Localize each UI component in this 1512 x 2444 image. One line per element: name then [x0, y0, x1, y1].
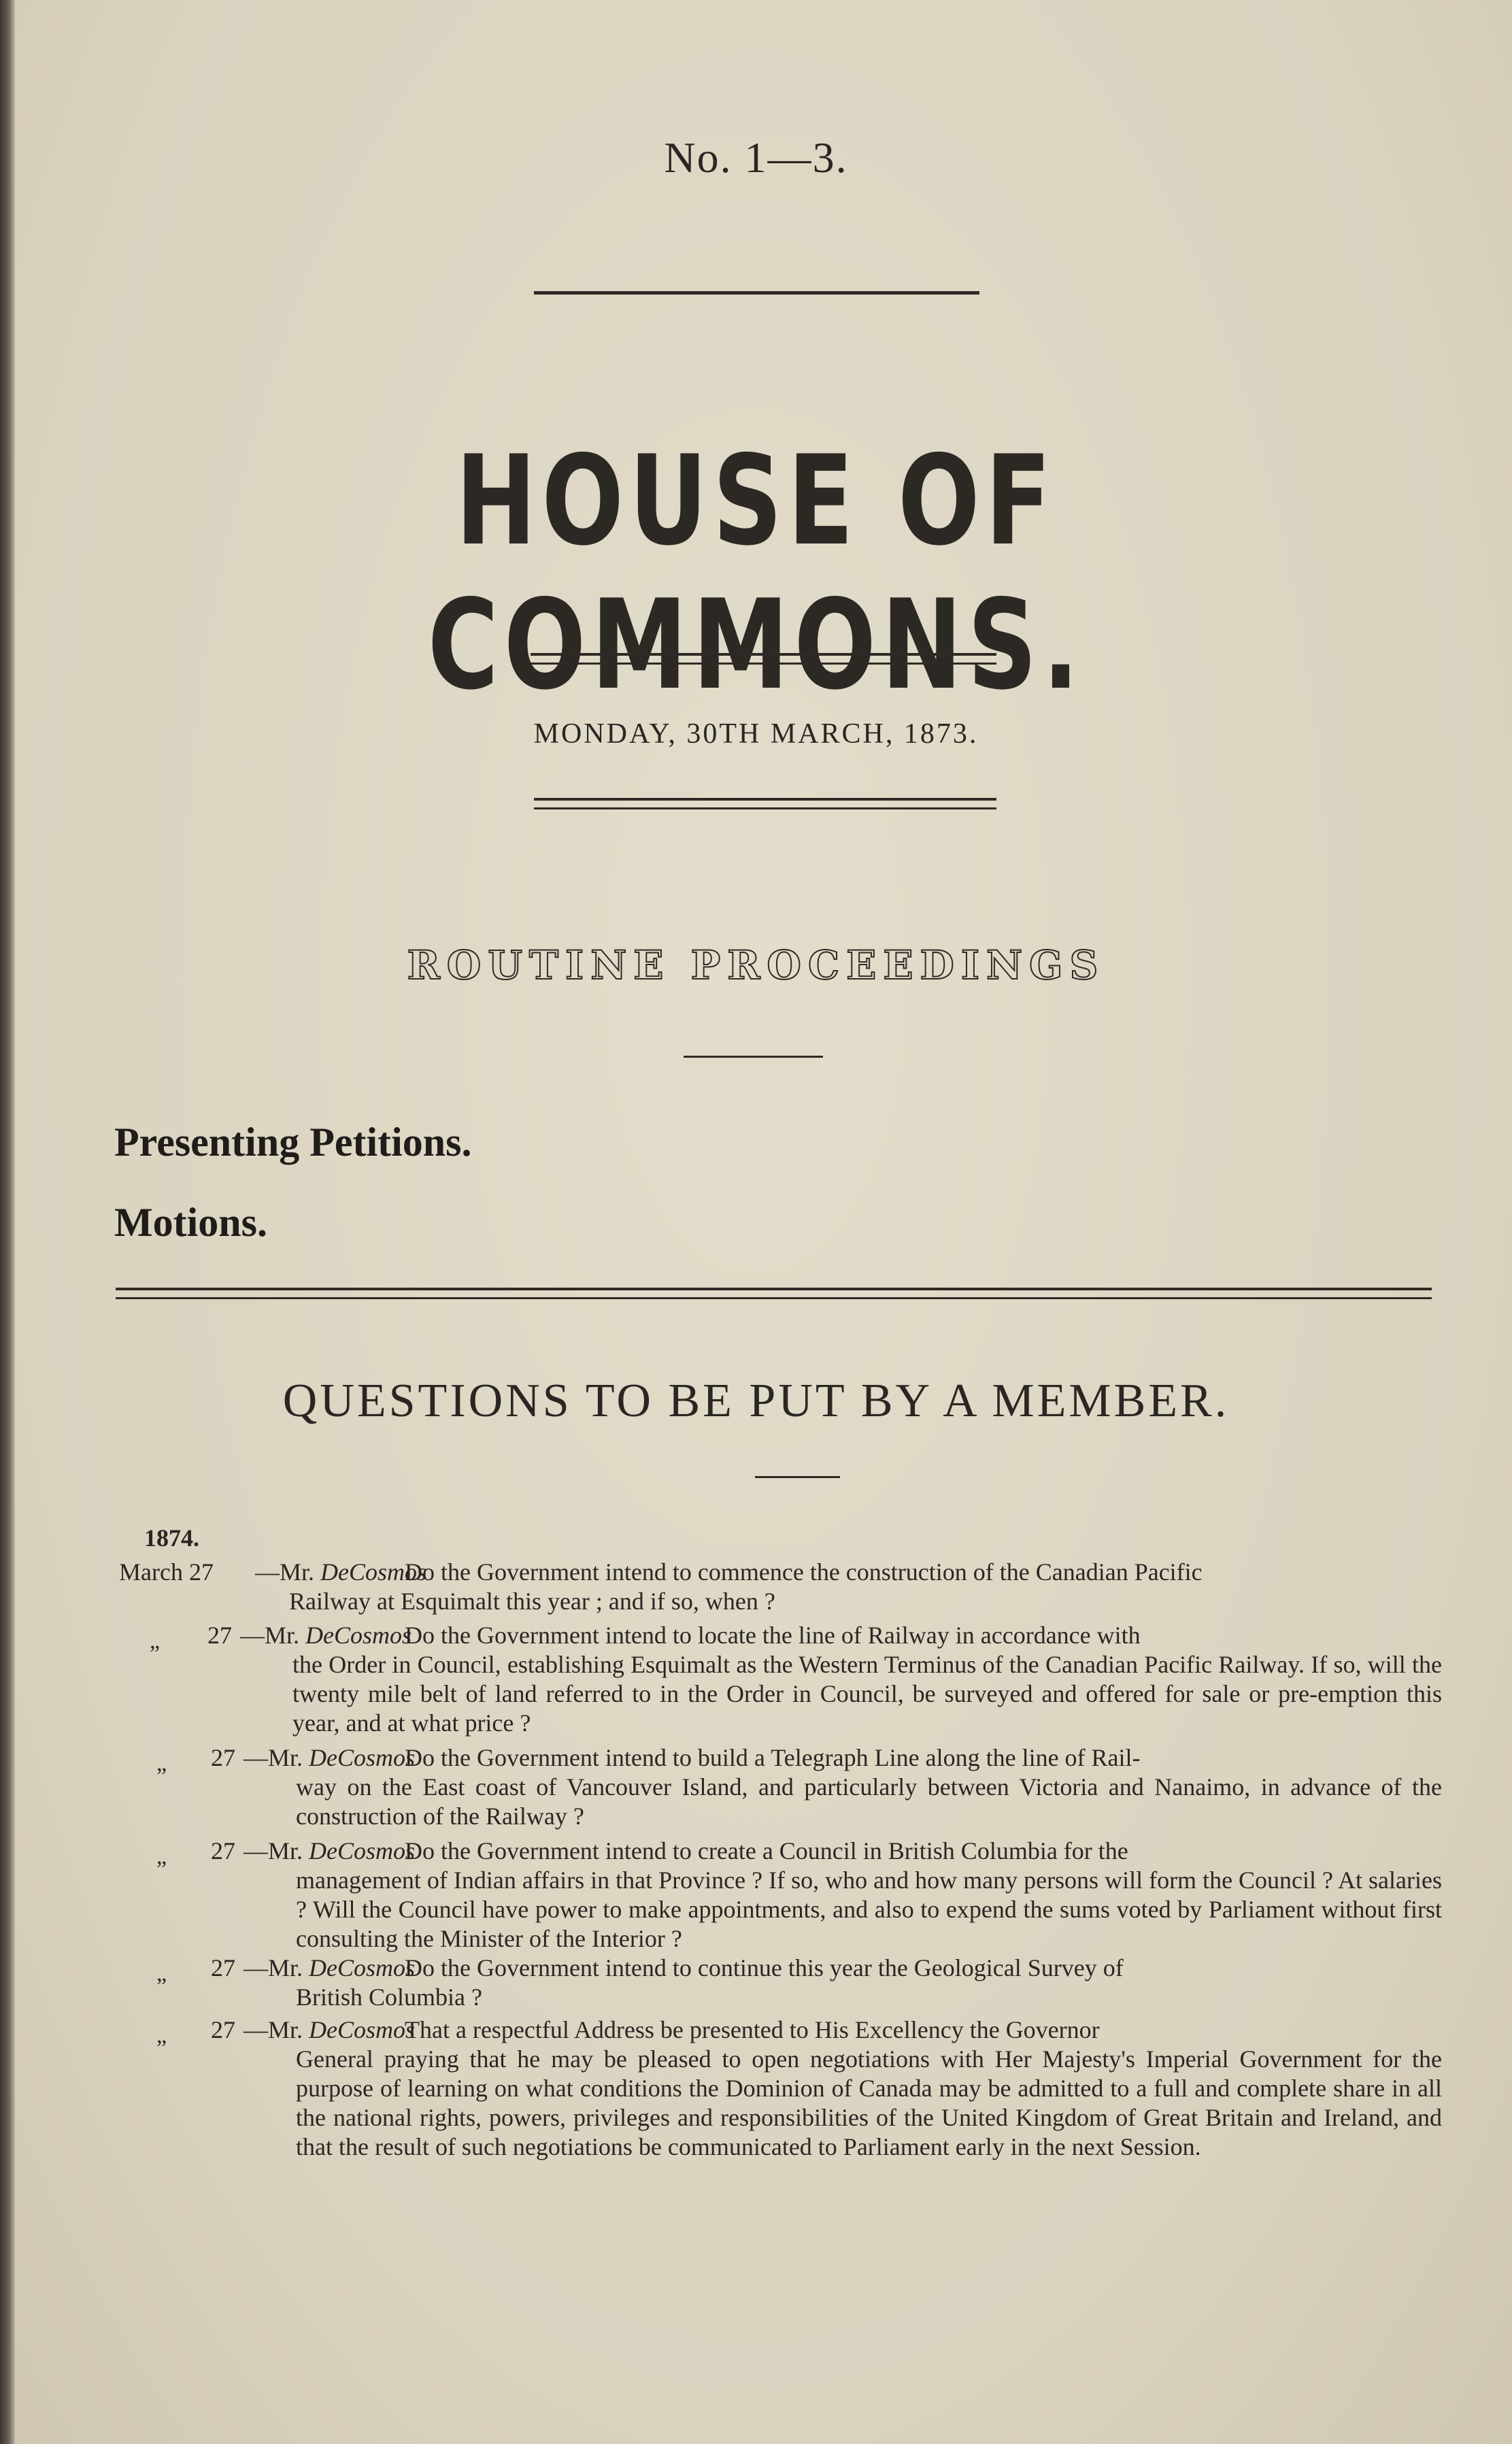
question-day: 27: [211, 2016, 235, 2043]
question-member-prefix: —Mr. DeCosmos: [243, 1837, 416, 1864]
question-member-title: Mr.: [268, 2016, 309, 2043]
question-text-first: Do the Government intend to locate the line of Railway in accordance with: [405, 1622, 1141, 1649]
question-member-title: Mr.: [268, 1837, 309, 1864]
routine-item-petitions: Presenting Petitions.: [114, 1120, 472, 1165]
question-text-first: Do the Government intend to build a Telegraph Line along the line of Rail-: [405, 1744, 1141, 1771]
divider-double-rule: [531, 653, 996, 665]
question-member: DeCosmos: [309, 2016, 416, 2043]
question-member: DeCosmos: [305, 1622, 412, 1649]
question-member-prefix: —Mr. DeCosmos: [243, 1954, 416, 1981]
question-member-prefix: —Mr. DeCosmos: [243, 1744, 416, 1771]
question-member-prefix: —Mr. DeCosmos: [243, 2016, 416, 2043]
question-member-title: Mr.: [268, 1744, 309, 1771]
questions-heading: QUESTIONS TO BE PUT BY A MEMBER.: [282, 1375, 1230, 1427]
session-date: MONDAY, 30TH MARCH, 1873.: [533, 718, 979, 750]
question-member-title: Mr.: [265, 1622, 306, 1649]
question-member: DeCosmos: [309, 1837, 416, 1864]
question-text-rest: the Order in Council, establishing Esquimalt as the Western Terminus of the Canadian Pacific Railway. If so, will the twenty mile belt of land referred to in the Order in Council, be surveyed and offered for sale or pre-emption this year, and at what price ?: [292, 1651, 1442, 1737]
question-entry: [119, 1621, 1442, 1743]
questions-year: 1874.: [144, 1524, 199, 1552]
divider-short-rule: [755, 1476, 840, 1478]
ditto-mark: „: [156, 1751, 167, 1776]
question-text: [405, 1837, 1442, 1866]
question-entry: [119, 2015, 1442, 2199]
question-member-title: Mr.: [280, 1558, 321, 1586]
document-number: No. 1—3.: [664, 133, 848, 182]
question-text: [405, 1558, 1442, 1587]
question-entry: [119, 1558, 1442, 1619]
question-text-first: Do the Government intend to create a Council in British Columbia for the: [405, 1837, 1128, 1864]
question-entry: [119, 1954, 1442, 2015]
question-text-rest: General praying that he may be pleased to open negotiations with Her Majesty's Imperial Government for the purpose of learning on what conditions the Dominion of Canada may be admitted to a full and complete share in all the national rights, powers, privileges and responsibilities of the United Kingdom of Great Britain and Ireland, and that the result of such negotiations be communicated to Parliament early in the next Session.: [296, 2045, 1442, 2160]
ditto-mark: „: [156, 2023, 167, 2048]
divider-double-rule: [534, 798, 996, 809]
question-entry: [119, 1743, 1442, 1832]
question-day: 27: [207, 1622, 232, 1649]
question-text-rest: management of Indian affairs in that Province ? If so, who and how many persons will form the Council ? At salaries ? Will the Council have power to make appointments, and also to expend the sums voted by Parliament without first consulting the Minister of the Interior ?: [296, 1867, 1442, 1952]
question-entry: [119, 1837, 1442, 1959]
page-binding-edge: [0, 0, 15, 2444]
question-member: DeCosmos: [309, 1954, 416, 1981]
divider-rule: [534, 291, 979, 295]
question-day: 27: [211, 1744, 235, 1771]
question-member: DeCosmos: [309, 1744, 416, 1771]
question-member: DeCosmos: [320, 1558, 427, 1586]
question-text: [405, 2015, 1442, 2045]
question-member-title: Mr.: [268, 1954, 309, 1981]
question-text-rest: British Columbia ?: [296, 1983, 482, 2011]
question-member-prefix: —Mr. DeCosmos: [240, 1622, 412, 1649]
routine-item-motions: Motions.: [114, 1200, 267, 1245]
question-text-first: That a respectful Address be presented to His Excellency the Governor: [405, 2016, 1100, 2043]
question-text: [405, 1621, 1442, 1650]
ditto-mark: „: [150, 1628, 161, 1654]
question-date: March 27: [119, 1558, 214, 1586]
question-day: 27: [211, 1954, 235, 1981]
divider-ornament: [684, 1056, 823, 1058]
question-text: [405, 1743, 1442, 1773]
question-text: [405, 1954, 1442, 1983]
ditto-mark: „: [156, 1844, 167, 1869]
routine-proceedings-heading: ROUTINE PROCEEDINGS: [407, 942, 1105, 988]
divider-double-rule: [116, 1288, 1432, 1299]
ditto-mark: „: [156, 1961, 167, 1986]
question-text-rest: Railway at Esquimalt this year ; and if so, when ?: [289, 1588, 775, 1615]
page-title: HOUSE OF COMMONS.: [427, 429, 1085, 717]
question-member-prefix: —Mr. DeCosmos: [255, 1558, 427, 1586]
question-text-rest: way on the East coast of Vancouver Island, and particularly between Victoria and Nanaimo, in advance of the construction of the Railway ?: [296, 1773, 1442, 1830]
question-text-first: Do the Government intend to continue this year the Geological Survey of: [405, 1954, 1124, 1981]
question-text-first: Do the Government intend to commence the construction of the Canadian Pacific: [405, 1558, 1203, 1586]
question-day: 27: [211, 1837, 235, 1864]
